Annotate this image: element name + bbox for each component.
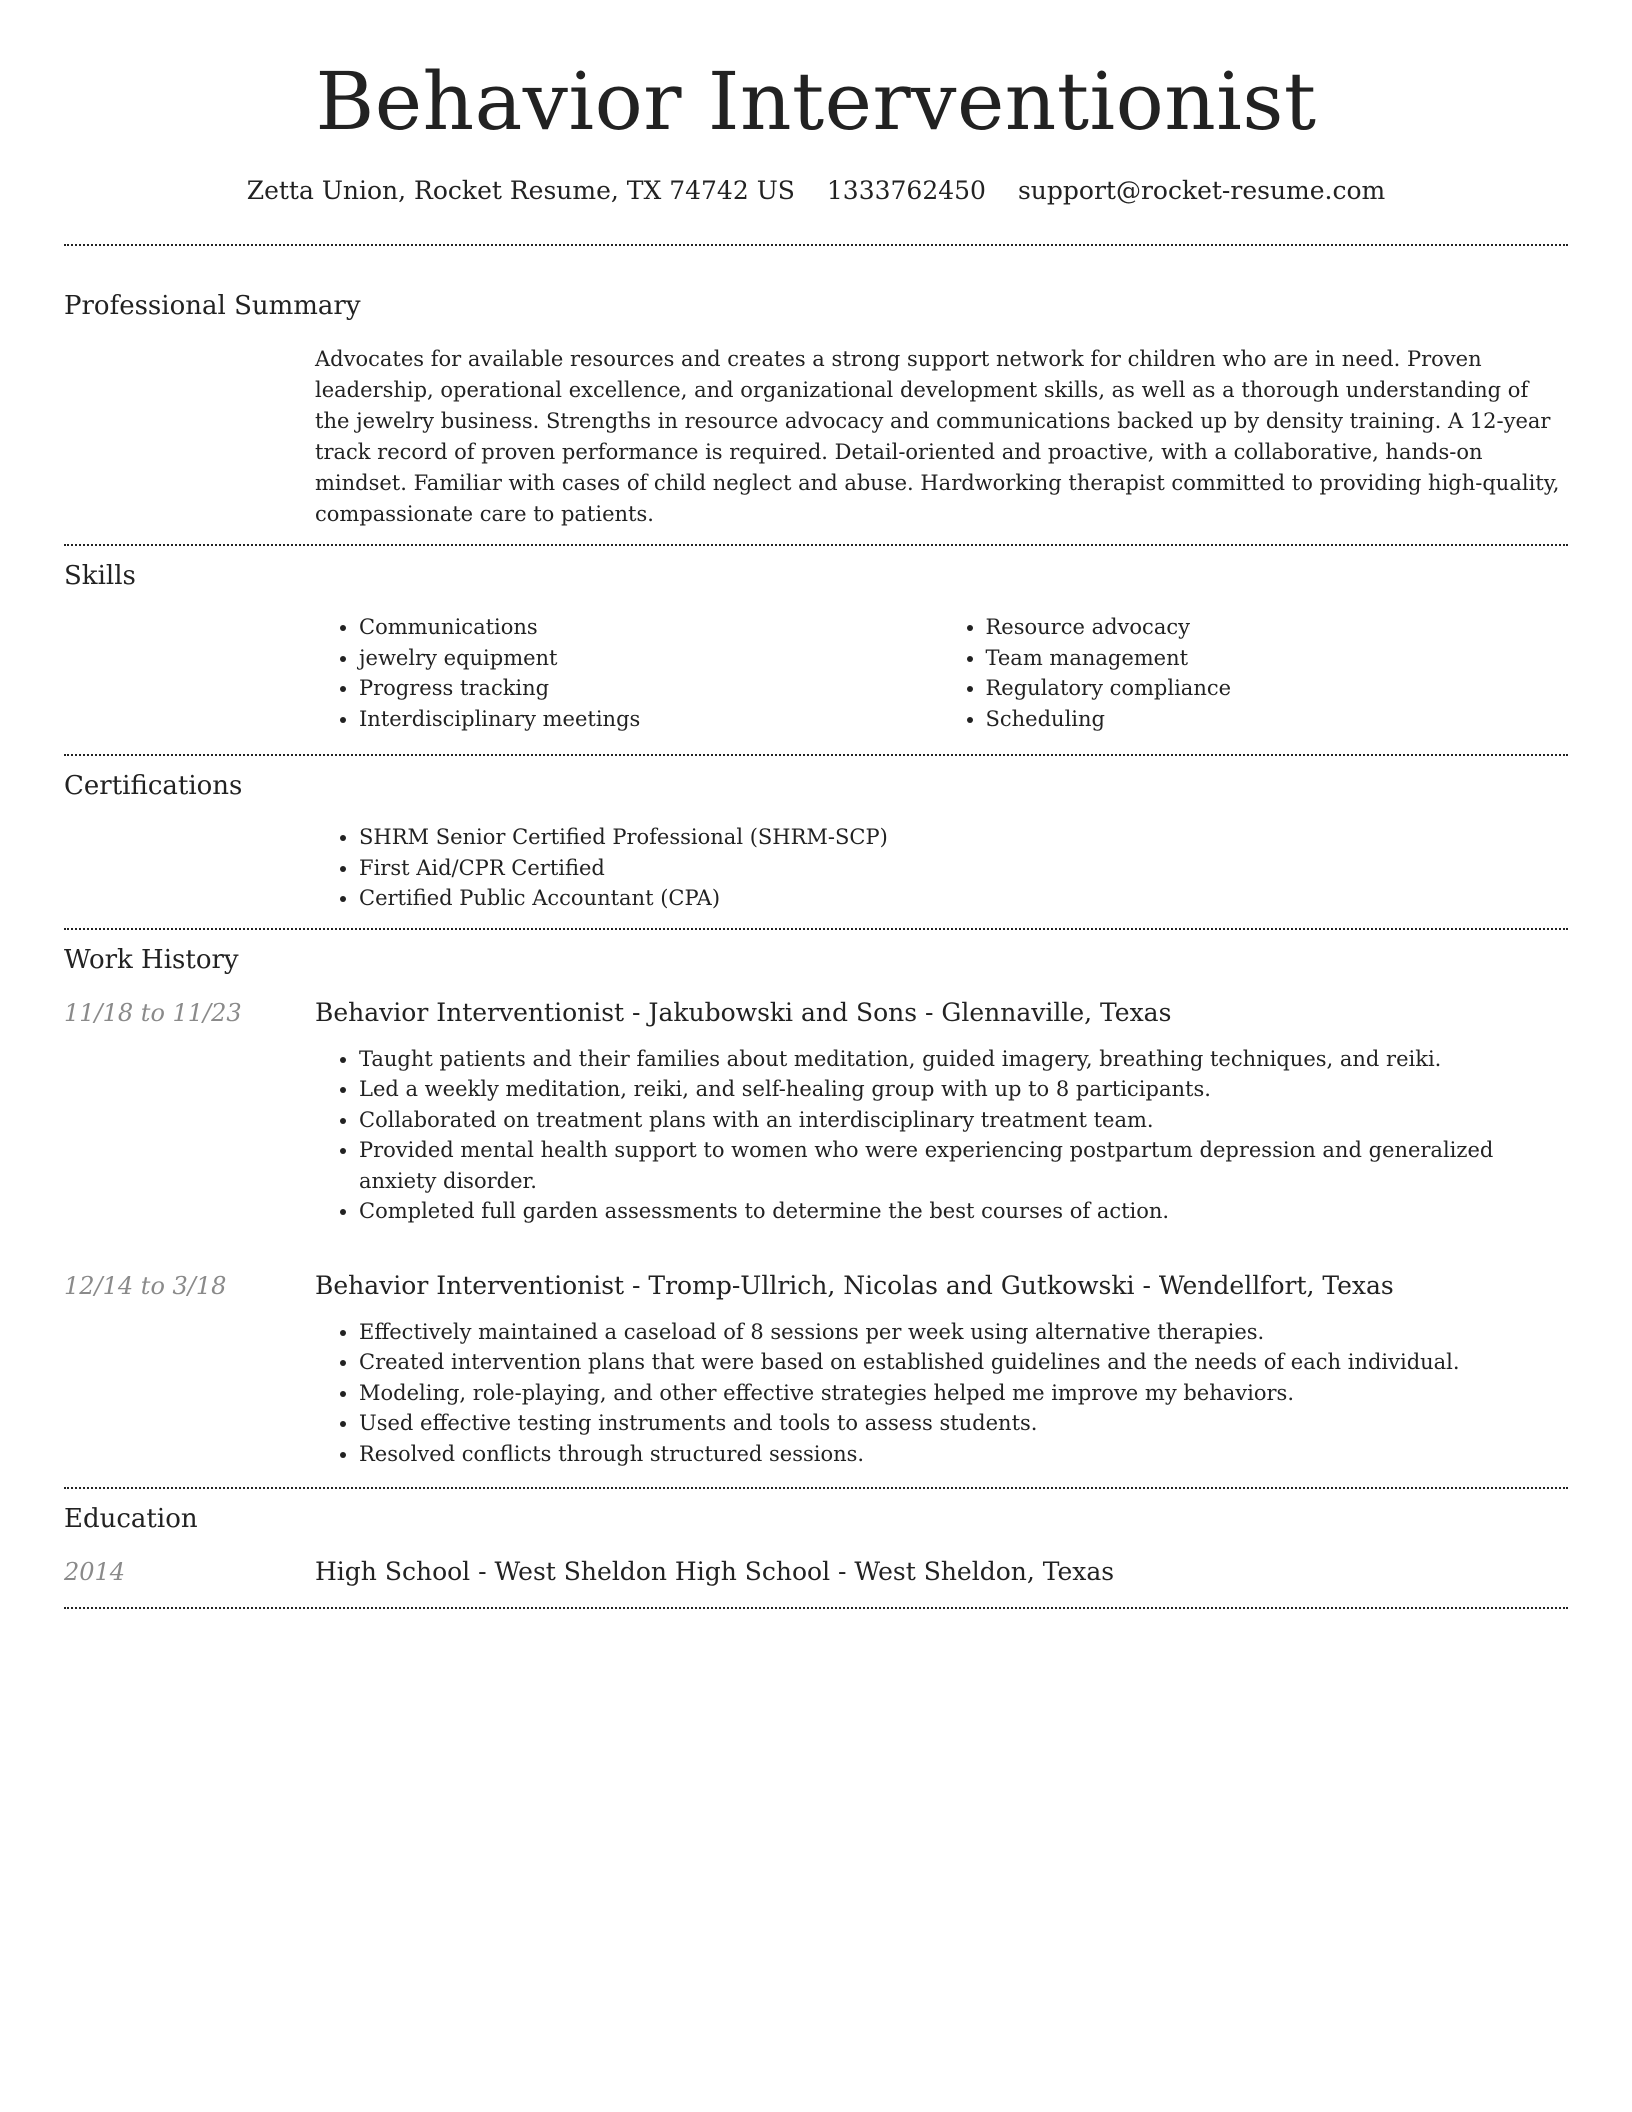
list-item: • Scheduling [986,704,1569,735]
list-item: • Modeling, role-playing, and other effective strategies helped me improve my behaviors. [359,1378,1568,1409]
list-item: • Communications [359,612,942,643]
list-item: • Effectively maintained a caseload of 8 sessions per week using alternative therapies. [359,1317,1568,1348]
list-item: • Regulatory compliance [986,673,1569,704]
certifications-list [315,822,1568,928]
candidate-title: Behavior Interventionist [315,55,1317,148]
job-entry [64,996,1568,1269]
education-entry [64,1555,1568,1607]
resume-header [64,0,1568,208]
contact-address: Zetta Union, Rocket Resume, TX 74742 US [246,176,795,205]
section-title-skills: Skills [64,561,136,591]
section-title-summary: Professional Summary [64,291,361,321]
list-item: • Provided mental health support to women who were experiencing postpartum depression and generalized anxiety disorder. [359,1135,1568,1196]
list-item: • SHRM Senior Certified Professional (SHRM-SCP) [359,822,1568,853]
list-item: • Led a weekly meditation, reiki, and self-healing group with up to 8 participants. [359,1074,1568,1105]
list-item: • Collaborated on treatment plans with an interdisciplinary treatment team. [359,1105,1568,1136]
job-entry [64,1269,1568,1488]
section-title-education: Education [64,1504,198,1534]
list-item: • Completed full garden assessments to determine the best courses of action. [359,1196,1568,1227]
list-item: • Progress tracking [359,673,942,704]
list-item: • Interdisciplinary meetings [359,704,942,735]
list-item: • Used effective testing instruments and tools to assess students. [359,1408,1568,1439]
job-heading: Behavior Interventionist - Tromp-Ullrich, Nicolas and Gutkowski - Wendellfort, Texas [315,1270,1394,1300]
job-dates: 12/14 to 3/18 [64,1271,227,1300]
certifications-section [64,756,1568,928]
section-title-certifications: Certifications [64,771,243,801]
skills-list-right [942,612,1569,734]
summary-text: Advocates for available resources and creates a strong support network for children who are in need. Proven leadership, operational excellence, and organizational development skills, as well as a thorough understanding of the jewelry business. Strengths in resource advocacy and communications backed up by density training. A 12-year track record of proven performance is required. Detail-oriented and proactive, with a collaborative, hands-on mindset. Familiar with cases of child neglect and abuse. Hardworking therapist committed to providing high-quality, compassionate care to patients. [315,347,1560,526]
list-item: • Taught patients and their families about meditation, guided imagery, breathing techniques, and reiki. [359,1044,1568,1075]
contact-line [64,174,1568,208]
summary-section [64,246,1568,544]
contact-email: support@rocket-resume.com [1017,176,1386,205]
list-item: • Resolved conflicts through structured sessions. [359,1439,1568,1470]
list-item: • jewelry equipment [359,643,942,674]
skills-list-left [315,612,942,734]
section-divider [64,1607,1568,1609]
list-item: • Created intervention plans that were based on established guidelines and the needs of each individual. [359,1347,1568,1378]
contact-phone: 1333762450 [826,176,986,205]
list-item: • First Aid/CPR Certified [359,853,1568,884]
work-history-section [64,930,1568,1488]
section-title-work-history: Work History [64,944,239,975]
list-item: • Team management [986,643,1569,674]
job-dates: 11/18 to 11/23 [64,998,242,1027]
education-heading: High School - West Sheldon High School - West Sheldon, Texas [315,1557,1115,1586]
skills-section [64,546,1568,754]
job-bullets [315,1317,1568,1470]
list-item: • Certified Public Accountant (CPA) [359,883,1568,914]
job-heading: Behavior Interventionist - Jakubowski and Sons - Glennaville, Texas [315,997,1172,1027]
list-item: • Resource advocacy [986,612,1569,643]
education-section [64,1489,1568,1607]
job-bullets [315,1044,1568,1227]
education-year: 2014 [64,1558,126,1586]
